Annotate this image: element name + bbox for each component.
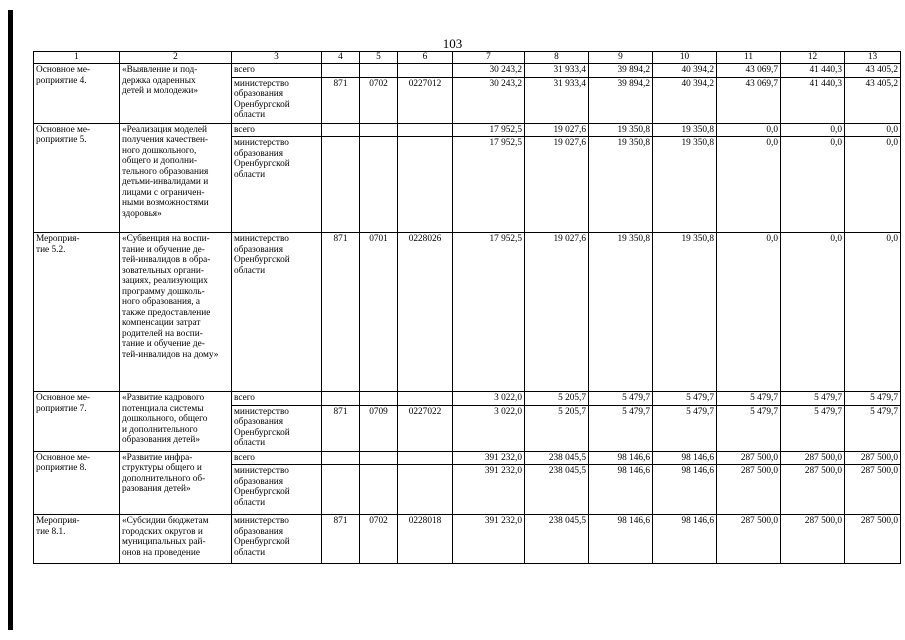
activity-name: Основное ме- роприятие 8. <box>34 451 120 515</box>
amount-col-10: 98 146,6 <box>653 451 717 465</box>
amount-col-12: 5 479,7 <box>781 392 845 406</box>
table-row <box>34 233 901 392</box>
activity-title: «Реализация моделей получения качествен- ного дошкольного, общего и дополни- тельного образования детьми-инвалидами и лицами с ограничен- ными возможностями здоровья» <box>120 123 232 233</box>
target-article-cell: 0227012 <box>398 77 453 123</box>
amount-col-12: 0,0 <box>781 123 845 137</box>
table-row <box>34 392 901 406</box>
section-code-cell: 0702 <box>360 515 398 564</box>
scan-edge-bar <box>8 10 13 630</box>
target-article-cell <box>398 392 453 406</box>
section-code-cell <box>360 123 398 137</box>
target-article-cell <box>398 137 453 233</box>
target-article-cell <box>398 64 453 78</box>
executor-cell: министерство образования Оренбургской области <box>232 77 322 123</box>
executor-cell: всего <box>232 64 322 78</box>
target-article-cell: 0227022 <box>398 405 453 451</box>
grbs-code-cell <box>322 64 360 78</box>
amount-col-7: 3 022,0 <box>453 405 525 451</box>
grbs-code-cell <box>322 392 360 406</box>
amount-col-13: 5 479,7 <box>845 392 901 406</box>
amount-col-13: 43 405,2 <box>845 64 901 78</box>
amount-col-7: 17 952,5 <box>453 137 525 233</box>
amount-col-10: 19 350,8 <box>653 123 717 137</box>
activity-title: «Субвенция на воспи- тание и обучение де- тей-инвалидов в обра- зовательных органи- зациях, реализующих программу дошколь- ного образования, а также предоставление компенсации затрат родителей на воспи- тание и обучение де- тей-инвалидов на дому» <box>120 233 232 392</box>
amount-col-7: 391 232,0 <box>453 465 525 515</box>
column-number-10: 10 <box>653 52 717 64</box>
target-article-cell <box>398 451 453 465</box>
table-row <box>34 451 901 465</box>
amount-col-12: 41 440,3 <box>781 64 845 78</box>
section-code-cell: 0709 <box>360 405 398 451</box>
amount-col-10: 98 146,6 <box>653 465 717 515</box>
amount-col-9: 19 350,8 <box>589 123 653 137</box>
amount-col-9: 19 350,8 <box>589 137 653 233</box>
section-code-cell <box>360 465 398 515</box>
amount-col-8: 238 045,5 <box>525 515 589 564</box>
amount-col-11: 43 069,7 <box>717 77 781 123</box>
executor-cell: всего <box>232 392 322 406</box>
amount-col-12: 41 440,3 <box>781 77 845 123</box>
column-number-7: 7 <box>453 52 525 64</box>
column-number-6: 6 <box>398 52 453 64</box>
amount-col-10: 40 394,2 <box>653 77 717 123</box>
amount-col-12: 5 479,7 <box>781 405 845 451</box>
amount-col-8: 5 205,7 <box>525 405 589 451</box>
amount-col-11: 0,0 <box>717 233 781 392</box>
amount-col-13: 43 405,2 <box>845 77 901 123</box>
activity-title: «Развитие инфра- структуры общего и дополнительного об- разования детей» <box>120 451 232 515</box>
activity-title: «Субсидии бюджетам городских округов и муниципальных рай- онов на проведение <box>120 515 232 564</box>
amount-col-10: 19 350,8 <box>653 137 717 233</box>
executor-cell: всего <box>232 123 322 137</box>
section-code-cell <box>360 137 398 233</box>
amount-col-11: 43 069,7 <box>717 64 781 78</box>
amount-col-9: 5 479,7 <box>589 405 653 451</box>
amount-col-10: 5 479,7 <box>653 405 717 451</box>
amount-col-11: 287 500,0 <box>717 465 781 515</box>
amount-col-13: 287 500,0 <box>845 451 901 465</box>
activity-title: «Выявление и под- держка одаренных детей и молодежи» <box>120 64 232 124</box>
amount-col-12: 0,0 <box>781 233 845 392</box>
amount-col-10: 5 479,7 <box>653 392 717 406</box>
activity-name: Основное ме- роприятие 4. <box>34 64 120 124</box>
amount-col-7: 17 952,5 <box>453 233 525 392</box>
amount-col-9: 39 894,2 <box>589 77 653 123</box>
grbs-code-cell: 871 <box>322 515 360 564</box>
grbs-code-cell: 871 <box>322 405 360 451</box>
amount-col-8: 19 027,6 <box>525 233 589 392</box>
target-article-cell: 0228026 <box>398 233 453 392</box>
amount-col-10: 98 146,6 <box>653 515 717 564</box>
amount-col-9: 98 146,6 <box>589 451 653 465</box>
column-number-4: 4 <box>322 52 360 64</box>
column-number-3: 3 <box>232 52 322 64</box>
amount-col-11: 0,0 <box>717 123 781 137</box>
activity-name: Основное ме- роприятие 5. <box>34 123 120 233</box>
amount-col-10: 19 350,8 <box>653 233 717 392</box>
section-code-cell <box>360 64 398 78</box>
executor-cell: всего <box>232 451 322 465</box>
grbs-code-cell <box>322 123 360 137</box>
amount-col-9: 98 146,6 <box>589 465 653 515</box>
amount-col-12: 287 500,0 <box>781 451 845 465</box>
table-row <box>34 515 901 564</box>
column-number-row <box>34 52 901 64</box>
column-number-5: 5 <box>360 52 398 64</box>
target-article-cell <box>398 465 453 515</box>
column-number-8: 8 <box>525 52 589 64</box>
amount-col-9: 19 350,8 <box>589 233 653 392</box>
amount-col-11: 287 500,0 <box>717 451 781 465</box>
amount-col-7: 30 243,2 <box>453 64 525 78</box>
amount-col-7: 30 243,2 <box>453 77 525 123</box>
amount-col-10: 40 394,2 <box>653 64 717 78</box>
executor-cell: министерство образования Оренбургской области <box>232 465 322 515</box>
column-number-1: 1 <box>34 52 120 64</box>
amount-col-11: 0,0 <box>717 137 781 233</box>
amount-col-8: 238 045,5 <box>525 465 589 515</box>
column-number-13: 13 <box>845 52 901 64</box>
activity-name: Мероприя- тие 8.1. <box>34 515 120 564</box>
grbs-code-cell: 871 <box>322 233 360 392</box>
section-code-cell: 0702 <box>360 77 398 123</box>
amount-col-12: 0,0 <box>781 137 845 233</box>
amount-col-8: 31 933,4 <box>525 64 589 78</box>
amount-col-11: 5 479,7 <box>717 392 781 406</box>
table-row <box>34 123 901 137</box>
amount-col-8: 19 027,6 <box>525 137 589 233</box>
table-row <box>34 64 901 78</box>
target-article-cell: 0228018 <box>398 515 453 564</box>
amount-col-8: 31 933,4 <box>525 77 589 123</box>
table-body <box>34 64 901 564</box>
grbs-code-cell <box>322 451 360 465</box>
executor-cell: министерство образования Оренбургской области <box>232 515 322 564</box>
executor-cell: министерство образования Оренбургской области <box>232 405 322 451</box>
activity-name: Мероприя- тие 5.2. <box>34 233 120 392</box>
amount-col-13: 5 479,7 <box>845 405 901 451</box>
activity-name: Основное ме- роприятие 7. <box>34 392 120 452</box>
executor-cell: министерство образования Оренбургской области <box>232 137 322 233</box>
amount-col-13: 287 500,0 <box>845 515 901 564</box>
page-number: 103 <box>442 36 463 51</box>
column-number-2: 2 <box>120 52 232 64</box>
amount-col-9: 5 479,7 <box>589 392 653 406</box>
amount-col-8: 5 205,7 <box>525 392 589 406</box>
amount-col-9: 39 894,2 <box>589 64 653 78</box>
amount-col-12: 287 500,0 <box>781 465 845 515</box>
budget-table <box>33 51 901 564</box>
amount-col-9: 98 146,6 <box>589 515 653 564</box>
grbs-code-cell <box>322 465 360 515</box>
grbs-code-cell <box>322 137 360 233</box>
amount-col-13: 0,0 <box>845 123 901 137</box>
amount-col-11: 5 479,7 <box>717 405 781 451</box>
budget-table-container <box>33 51 901 564</box>
column-number-12: 12 <box>781 52 845 64</box>
activity-title: «Развитие кадрового потенциала системы дошкольного, общего и дополнительного образования детей» <box>120 392 232 452</box>
amount-col-7: 391 232,0 <box>453 451 525 465</box>
amount-col-13: 0,0 <box>845 233 901 392</box>
amount-col-7: 391 232,0 <box>453 515 525 564</box>
amount-col-7: 3 022,0 <box>453 392 525 406</box>
column-number-9: 9 <box>589 52 653 64</box>
section-code-cell: 0701 <box>360 233 398 392</box>
amount-col-7: 17 952,5 <box>453 123 525 137</box>
section-code-cell <box>360 392 398 406</box>
amount-col-12: 287 500,0 <box>781 515 845 564</box>
column-number-11: 11 <box>717 52 781 64</box>
amount-col-13: 0,0 <box>845 137 901 233</box>
section-code-cell <box>360 451 398 465</box>
executor-cell: министерство образования Оренбургской области <box>232 233 322 392</box>
amount-col-8: 238 045,5 <box>525 451 589 465</box>
grbs-code-cell: 871 <box>322 77 360 123</box>
amount-col-11: 287 500,0 <box>717 515 781 564</box>
target-article-cell <box>398 123 453 137</box>
amount-col-8: 19 027,6 <box>525 123 589 137</box>
amount-col-13: 287 500,0 <box>845 465 901 515</box>
